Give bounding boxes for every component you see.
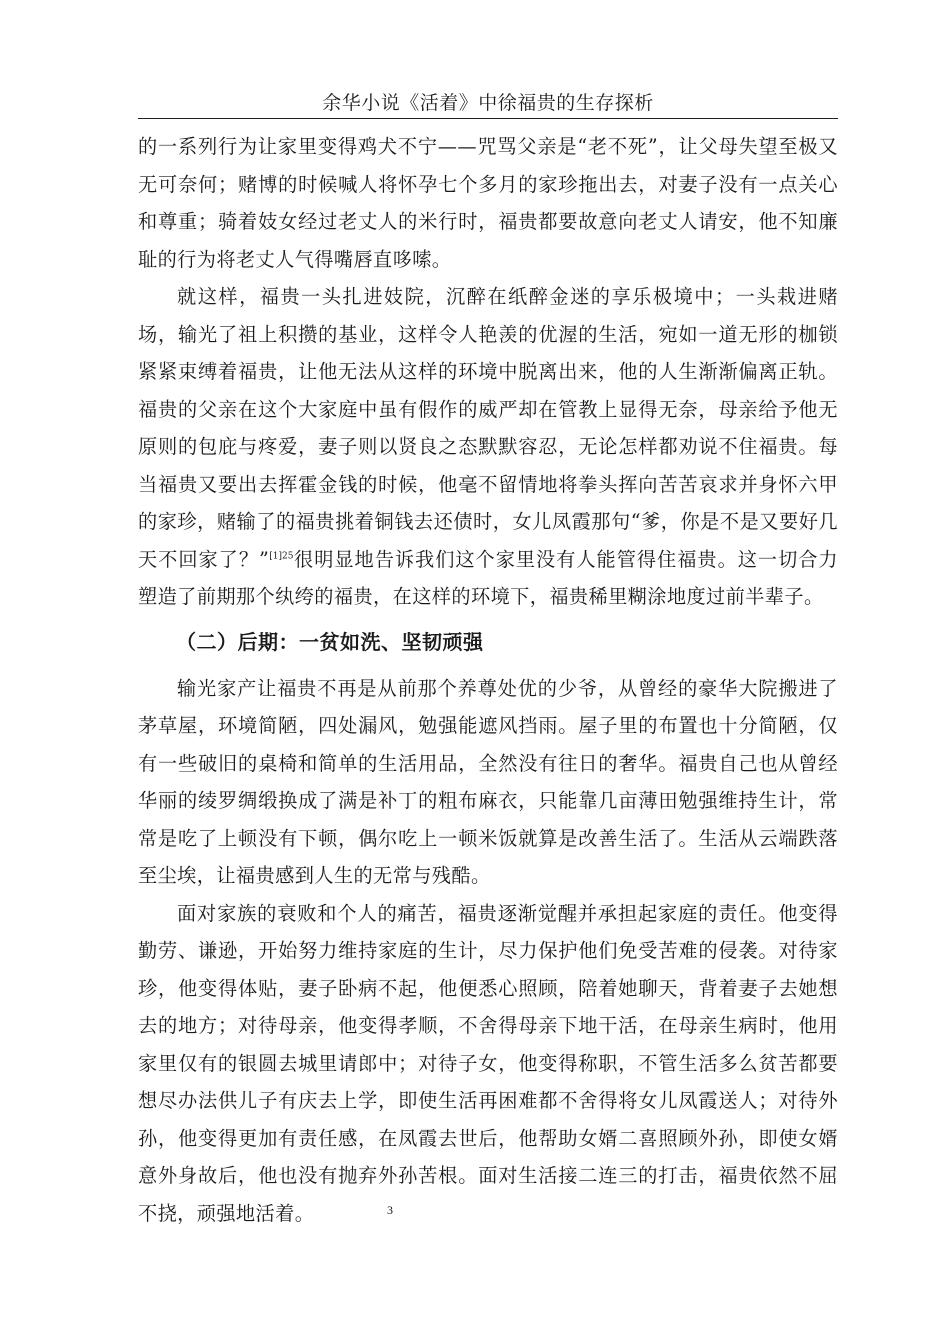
- section-heading: （二）后期：一贫如洗、坚韧顽强: [176, 629, 484, 654]
- paragraph-responsibility: 面对家族的衰败和个人的痛苦，福贵逐渐觉醒并承担起家庭的责任。他变得勤劳、谦逊，开始努力维持家庭的生计，尽力保护他们免受苦难的侵袭。对待家珍，他变得体贴，妻子卧病不起，他便悉心照顾，陪着她聊天，背着妻子去她想去的地方；对待母亲，他变得孝顺，不舍得母亲下地干活，在母亲生病时，他用家里仅有的银圆去城里请郎中；对待子女，他变得称职，不管生活多么贫苦都要想尽办法供儿子有庆去上学，即使生活再困难都不舍得将女儿凤霞送人；对待外孙，他变得更加有责任感，在凤霞去世后，他帮助女婿二喜照顾外孙，即使女婿意外身故后，他也没有抛弃外孙苦根。面对生活接二连三的打击，福贵依然不屈不挠，顽强地活着。: [138, 901, 838, 1225]
- paragraph-text-start: 就这样，福贵一头扎进妓院，沉醉在纸醉金迷的享乐极境中；一头栽进赌场，输光了祖上积攒的基业，这样令人艳羡的优渥的生活，宛如一道无形的枷锁紧紧束缚着福贵，让他无法从这样的环境中脱离出来，他的人生渐渐偏离正轨。福贵的父亲在这个大家庭中虽有假作的威严却在管教上显得无奈，母亲给予他无原则的包庇与疼爱，妻子则以贤良之态默默容忍，无论怎样都劝说不住福贵。每当福贵又要出去挥霍金钱的时候，他毫不留情地将拳头挥向苦苦哀求并身怀六甲的家珍，赌输了的福贵挑着铜钱去还债时，女儿凤霞那句“爹，你是不是又要好几天不回家了？”: [138, 285, 838, 571]
- paragraph-text-end: 很明显地告诉我们这个家里没有人能管得住福贵。这一切合力塑造了前期那个纨绔的福贵，在这样的环境下，福贵稀里糊涂地度过前半辈子。: [138, 547, 838, 608]
- citation-marker: [1]25: [269, 551, 294, 562]
- paragraph-early-life: [138, 278, 838, 616]
- running-title: 余华小说《活着》中徐福贵的生存探析: [322, 92, 654, 114]
- paragraph-poverty: 输光家产让福贵不再是从前那个养尊处优的少爷，从曾经的豪华大院搬进了茅草屋，环境简陋，四处漏风，勉强能遮风挡雨。屋子里的布置也十分简陋，仅有一些破旧的桌椅和简单的生活用品，全然没有往日的奢华。福贵自己也从曾经华丽的绫罗绸缎换成了满是补丁的粗布麻衣，只能靠几亩薄田勉强维持生计，常常是吃了上顿没有下顿，偶尔吃上一顿米饭就算是改善生活了。生活从云端跌落至尘埃，让福贵感到人生的无常与残酷。: [138, 676, 838, 887]
- document-body: [138, 128, 838, 1232]
- page-number: 3: [387, 1203, 393, 1217]
- paragraph-continuation: 的一系列行为让家里变得鸡犬不宁——咒骂父亲是“老不死”，让父母失望至极又无可奈何；赌博的时候喊人将怀孕七个多月的家珍拖出去，对妻子没有一点关心和尊重；骑着妓女经过老丈人的米行时，福贵都要故意向老丈人请安，他不知廉耻的行为将老丈人气得嘴唇直哆嗦。: [138, 135, 838, 271]
- page-header: [138, 88, 838, 119]
